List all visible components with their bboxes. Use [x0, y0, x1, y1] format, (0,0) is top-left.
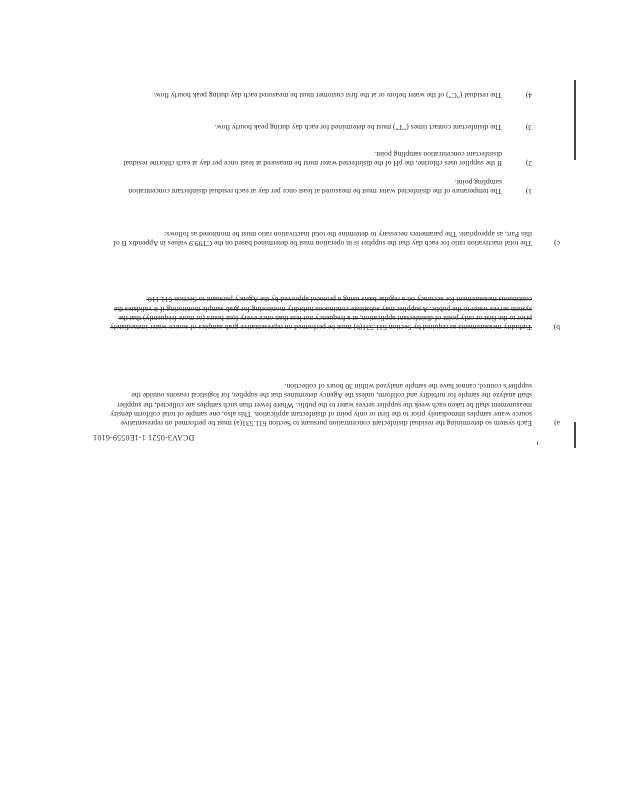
paragraph-b: [98, 258, 560, 332]
paragraph-a-text: Each system so determining the residual disinfectant concentration pursuant to Section 611.531(a) must be performed on representative source water samples immediately prior to the first or only point of disinfectant application. This also, one sample of total coliform density measurement shall be taken each week the supplier serves water to the public. Where fewer than such samples are collected, the supplier shall analyze the sample for turbidity and coliform, unless the Agency determines that the supplier, for logistical reasons outside the supplier's control, cannot have the sample analyzed within 30 hours of collection.: [110, 382, 532, 428]
paragraph-a-label: a): [554, 419, 560, 428]
margin-tick: [537, 442, 538, 445]
subitem-3: [98, 112, 560, 132]
left-margin-rule-lower: [574, 80, 576, 160]
paragraph-a: [98, 346, 560, 428]
subitem-2-number: 2): [525, 159, 532, 168]
document-header-id: DCAV3-0521 1-1E0559-6101: [93, 433, 195, 442]
subitem-2-text: If the supplier uses chlorine, the pH of the disinfected water must be measured at least once per day at each chlorine residual disinfectant concentration sampling point.: [123, 149, 502, 168]
subitem-3-number: 3): [525, 123, 532, 132]
subitem-3-text: The disinfectant contact times ("T") must be determined for each day during peak hourly flow.: [214, 123, 502, 132]
subitem-4-text: The residual ("C") of the water before or at the first customer must be measured each day during peak hourly flow.: [153, 91, 502, 100]
paragraph-c-text: The total inactivation ratio for each day that the supplier is in operation must be determined based on the CT99.9 values in Appendix B of this Part, as appropriate. The parameters necessary to determine the total inactivation ratio must be monitored as follows:: [113, 229, 532, 248]
subitem-4-number: 4): [525, 91, 532, 100]
paragraph-c-label: c): [554, 239, 560, 248]
paragraph-b-label: b): [553, 323, 560, 332]
subitem-4: [98, 80, 560, 100]
left-margin-rule: [574, 422, 576, 448]
subitem-1-text: The temperature of the disinfected water must be measured at least once per day at each residual disinfectant concentration sampling point.: [128, 177, 502, 196]
subitem-1: [98, 176, 560, 196]
subitem-1-number: 1): [525, 187, 532, 196]
subitem-2: [98, 140, 560, 168]
paragraph-c: [98, 208, 560, 248]
paragraph-b-text: Turbidity measurements as required by Section 611.531(b) must be performed on representative grab samples of source water immediately prior to the first or only point of disinfectant application, at a frequency not less than once every four hours (or more frequently) that the system serves water to the public. A supplier may substitute continuous turbidity monitoring for grab sample monitoring if it validates the continuous measurement for accuracy on a regular basis using a protocol approved by the Agency pursuant to Section 611.110.: [109, 295, 532, 332]
